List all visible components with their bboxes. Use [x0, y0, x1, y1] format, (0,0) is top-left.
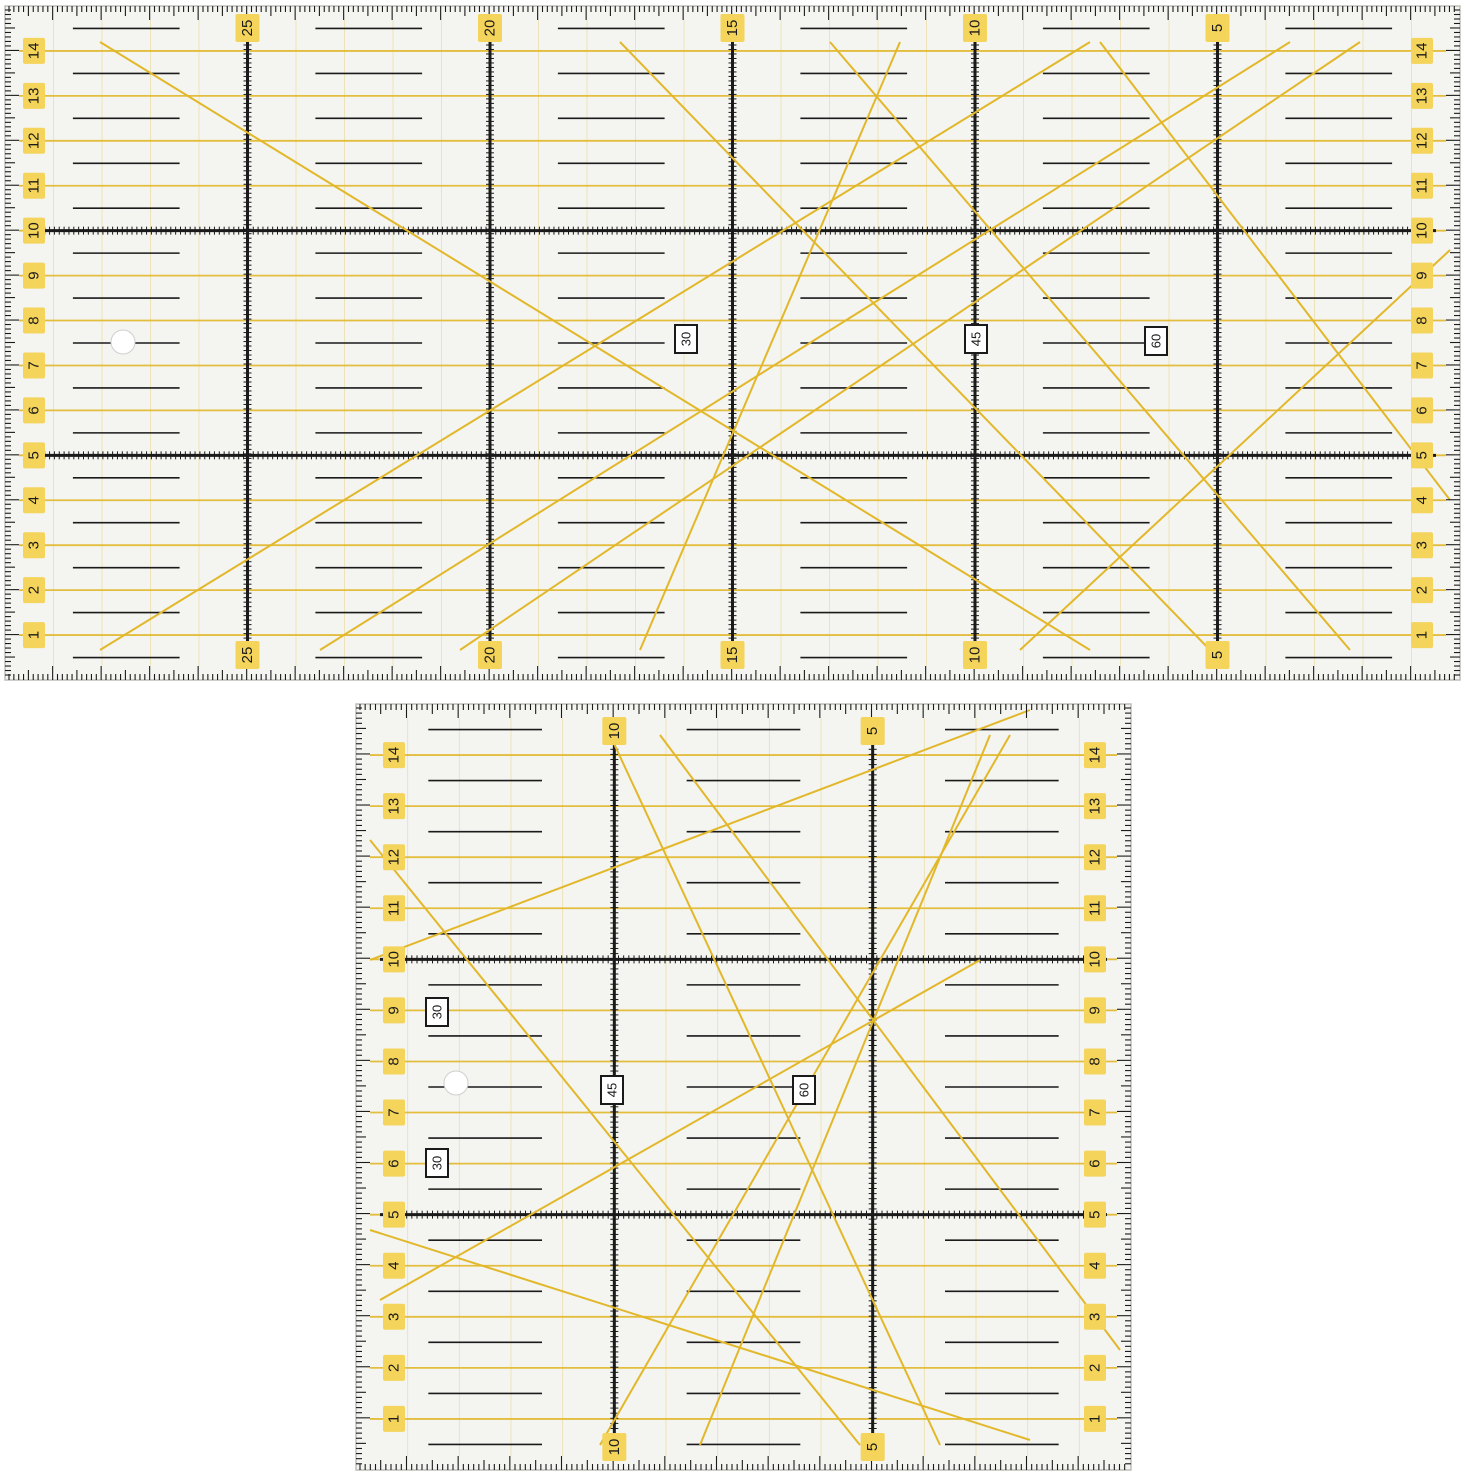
row-label: 12 [1086, 848, 1104, 866]
row-label: 1 [385, 1414, 403, 1424]
row-label: 11 [1086, 900, 1104, 917]
angle-marker-label: 30 [678, 331, 694, 347]
long-ruler-30x15 [5, 6, 1460, 680]
row-label: 5 [385, 1210, 403, 1219]
row-label: 10 [25, 222, 43, 240]
row-label: 2 [385, 1363, 403, 1373]
row-label: 13 [1413, 87, 1431, 105]
row-label: 7 [385, 1108, 403, 1117]
row-label: 6 [1086, 1159, 1104, 1168]
row-label: 11 [1413, 177, 1431, 194]
column-label: 15 [724, 19, 741, 37]
column-label: 10 [605, 722, 623, 740]
row-label: 11 [385, 900, 403, 917]
row-label: 12 [385, 848, 403, 866]
row-label: 7 [25, 361, 43, 370]
row-label: 10 [1413, 222, 1431, 240]
column-label: 5 [1209, 23, 1226, 33]
row-label: 5 [1086, 1210, 1104, 1219]
column-label: 25 [239, 19, 256, 37]
row-label: 4 [1086, 1261, 1104, 1270]
row-label: 14 [1086, 746, 1104, 764]
row-label: 3 [25, 541, 43, 550]
hanging-hole [111, 330, 135, 354]
column-label: 25 [239, 646, 256, 664]
row-label: 6 [1413, 406, 1431, 415]
row-label: 3 [1086, 1312, 1104, 1321]
column-label: 10 [966, 19, 984, 37]
row-label: 14 [385, 746, 403, 764]
row-label: 14 [25, 42, 43, 60]
row-label: 2 [1086, 1363, 1104, 1373]
angle-marker-label: 60 [1148, 333, 1164, 349]
row-label: 6 [25, 406, 43, 415]
row-label: 11 [25, 177, 43, 194]
row-label: 9 [1413, 271, 1431, 280]
row-label: 13 [385, 797, 403, 815]
column-label: 10 [605, 1438, 623, 1456]
angle-marker-label: 45 [604, 1082, 620, 1098]
row-label: 8 [385, 1057, 403, 1066]
row-label: 3 [1413, 541, 1431, 550]
row-label: 4 [25, 496, 43, 505]
column-label: 5 [864, 726, 882, 736]
row-label: 9 [385, 1006, 403, 1015]
row-label: 8 [25, 316, 43, 325]
row-label: 5 [1413, 451, 1431, 460]
row-label: 6 [385, 1159, 403, 1168]
square-ruler-15x15 [356, 704, 1131, 1470]
column-label: 15 [724, 646, 741, 664]
row-label: 13 [25, 87, 43, 105]
row-label: 4 [1413, 496, 1431, 505]
row-label: 7 [1413, 361, 1431, 370]
row-label: 10 [1086, 950, 1104, 968]
row-label: 9 [1086, 1006, 1104, 1015]
column-label: 20 [481, 19, 499, 37]
row-label: 13 [1086, 797, 1104, 815]
angle-marker-label: 60 [796, 1082, 812, 1098]
row-label: 1 [1413, 630, 1431, 640]
angle-marker-label: 30 [429, 1155, 445, 1171]
row-label: 12 [1413, 132, 1431, 150]
column-label: 5 [1209, 650, 1226, 660]
angle-marker-label: 30 [429, 1004, 445, 1020]
row-label: 1 [25, 630, 43, 640]
row-label: 10 [385, 950, 403, 968]
row-label: 1 [1086, 1414, 1104, 1424]
column-label: 5 [864, 1442, 882, 1452]
row-label: 7 [1086, 1108, 1104, 1117]
row-label: 2 [25, 585, 43, 595]
row-label: 12 [25, 132, 43, 150]
column-label: 10 [966, 646, 984, 664]
column-label: 20 [481, 646, 499, 664]
row-label: 3 [385, 1312, 403, 1321]
row-label: 4 [385, 1261, 403, 1270]
row-label: 8 [1086, 1057, 1104, 1066]
row-label: 5 [25, 451, 43, 460]
row-label: 8 [1413, 316, 1431, 325]
hanging-hole [444, 1071, 468, 1095]
row-label: 2 [1413, 585, 1431, 595]
row-label: 9 [25, 271, 43, 280]
angle-marker-label: 45 [968, 331, 984, 347]
row-label: 14 [1413, 42, 1431, 60]
